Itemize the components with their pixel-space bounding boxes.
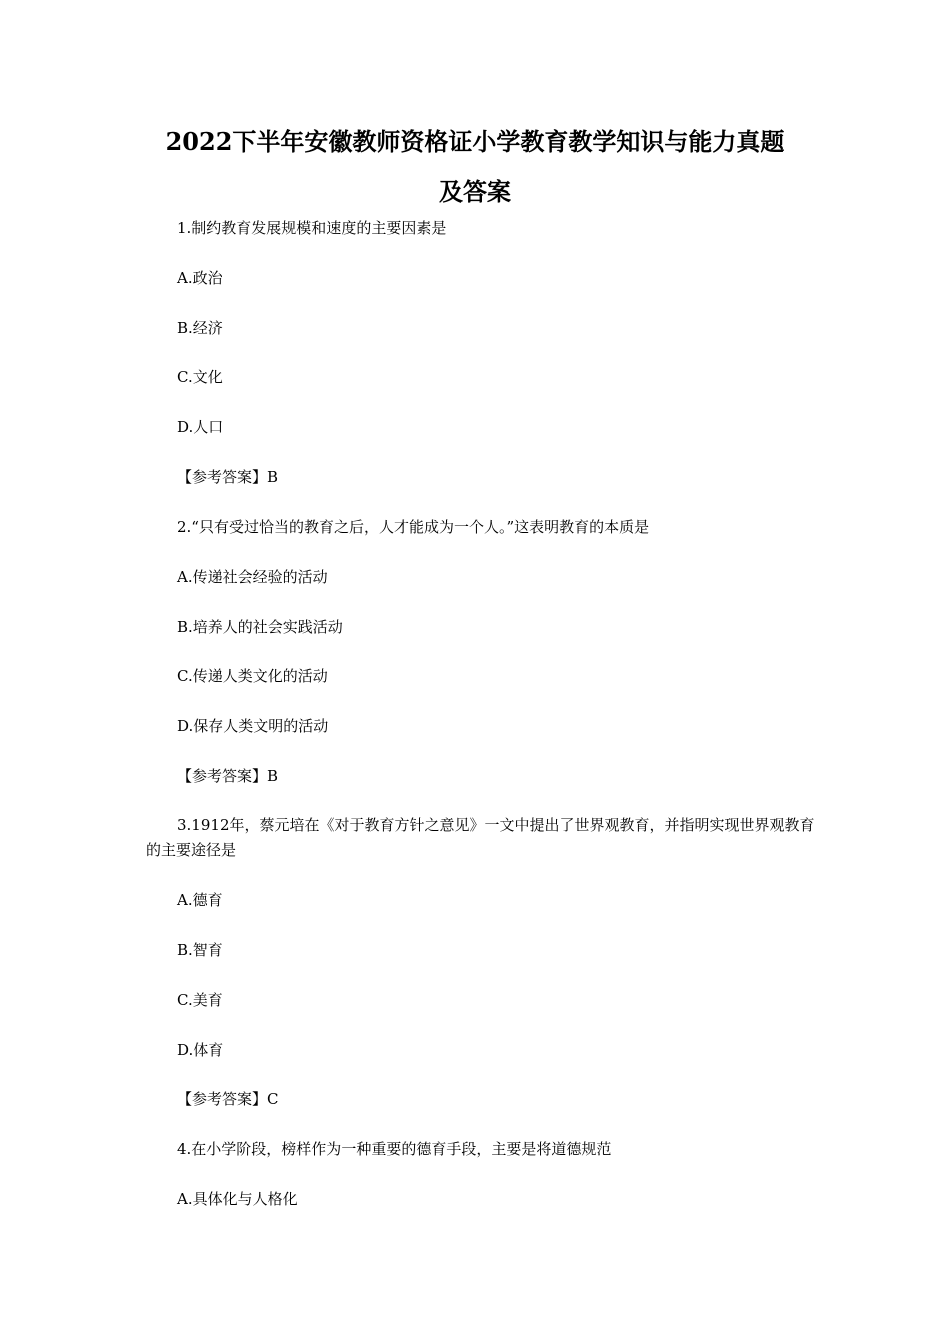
- question-2-option-d: D.保存人类文明的活动: [177, 717, 329, 735]
- question-4-option-a: A.具体化与人格化: [177, 1190, 298, 1208]
- question-2-answer: 【参考答案】B: [177, 767, 279, 785]
- question-1-option-b: B.经济: [177, 319, 223, 337]
- question-1-option-d: D.人口: [177, 418, 224, 436]
- question-2-option-c: C.传递人类文化的活动: [177, 667, 328, 685]
- question-1-option-a: A.政治: [177, 269, 223, 287]
- question-1-option-c: C.文化: [177, 368, 223, 386]
- question-2-option-b: B.培养人的社会实践活动: [177, 618, 343, 636]
- document-title-line-2: 及答案: [439, 177, 511, 206]
- question-3-option-a: A.德育: [177, 891, 223, 909]
- question-1-stem: 1.制约教育发展规模和速度的主要因素是: [177, 219, 447, 237]
- question-3-option-d: D.体育: [177, 1041, 224, 1059]
- question-4-stem: 4.在小学阶段，榜样作为一种重要的德育手段，主要是将道德规范: [177, 1140, 612, 1158]
- question-2-stem: 2.“只有受过恰当的教育之后，人才能成为一个人。”这表明教育的本质是: [177, 518, 650, 536]
- question-2-option-a: A.传递社会经验的活动: [177, 568, 328, 586]
- question-3-stem: 3.1912年，蔡元培在《对于教育方针之意见》一文中提出了世界观教育，并指明实现世界观教育的主要途径是: [146, 816, 815, 859]
- question-3-option-b: B.智育: [177, 941, 223, 959]
- question-3-answer: 【参考答案】C: [177, 1090, 279, 1108]
- document-title-line-1: 2022下半年安徽教师资格证小学教育教学知识与能力真题: [165, 127, 785, 156]
- question-3-option-c: C.美育: [177, 991, 223, 1009]
- question-1-answer: 【参考答案】B: [177, 468, 279, 486]
